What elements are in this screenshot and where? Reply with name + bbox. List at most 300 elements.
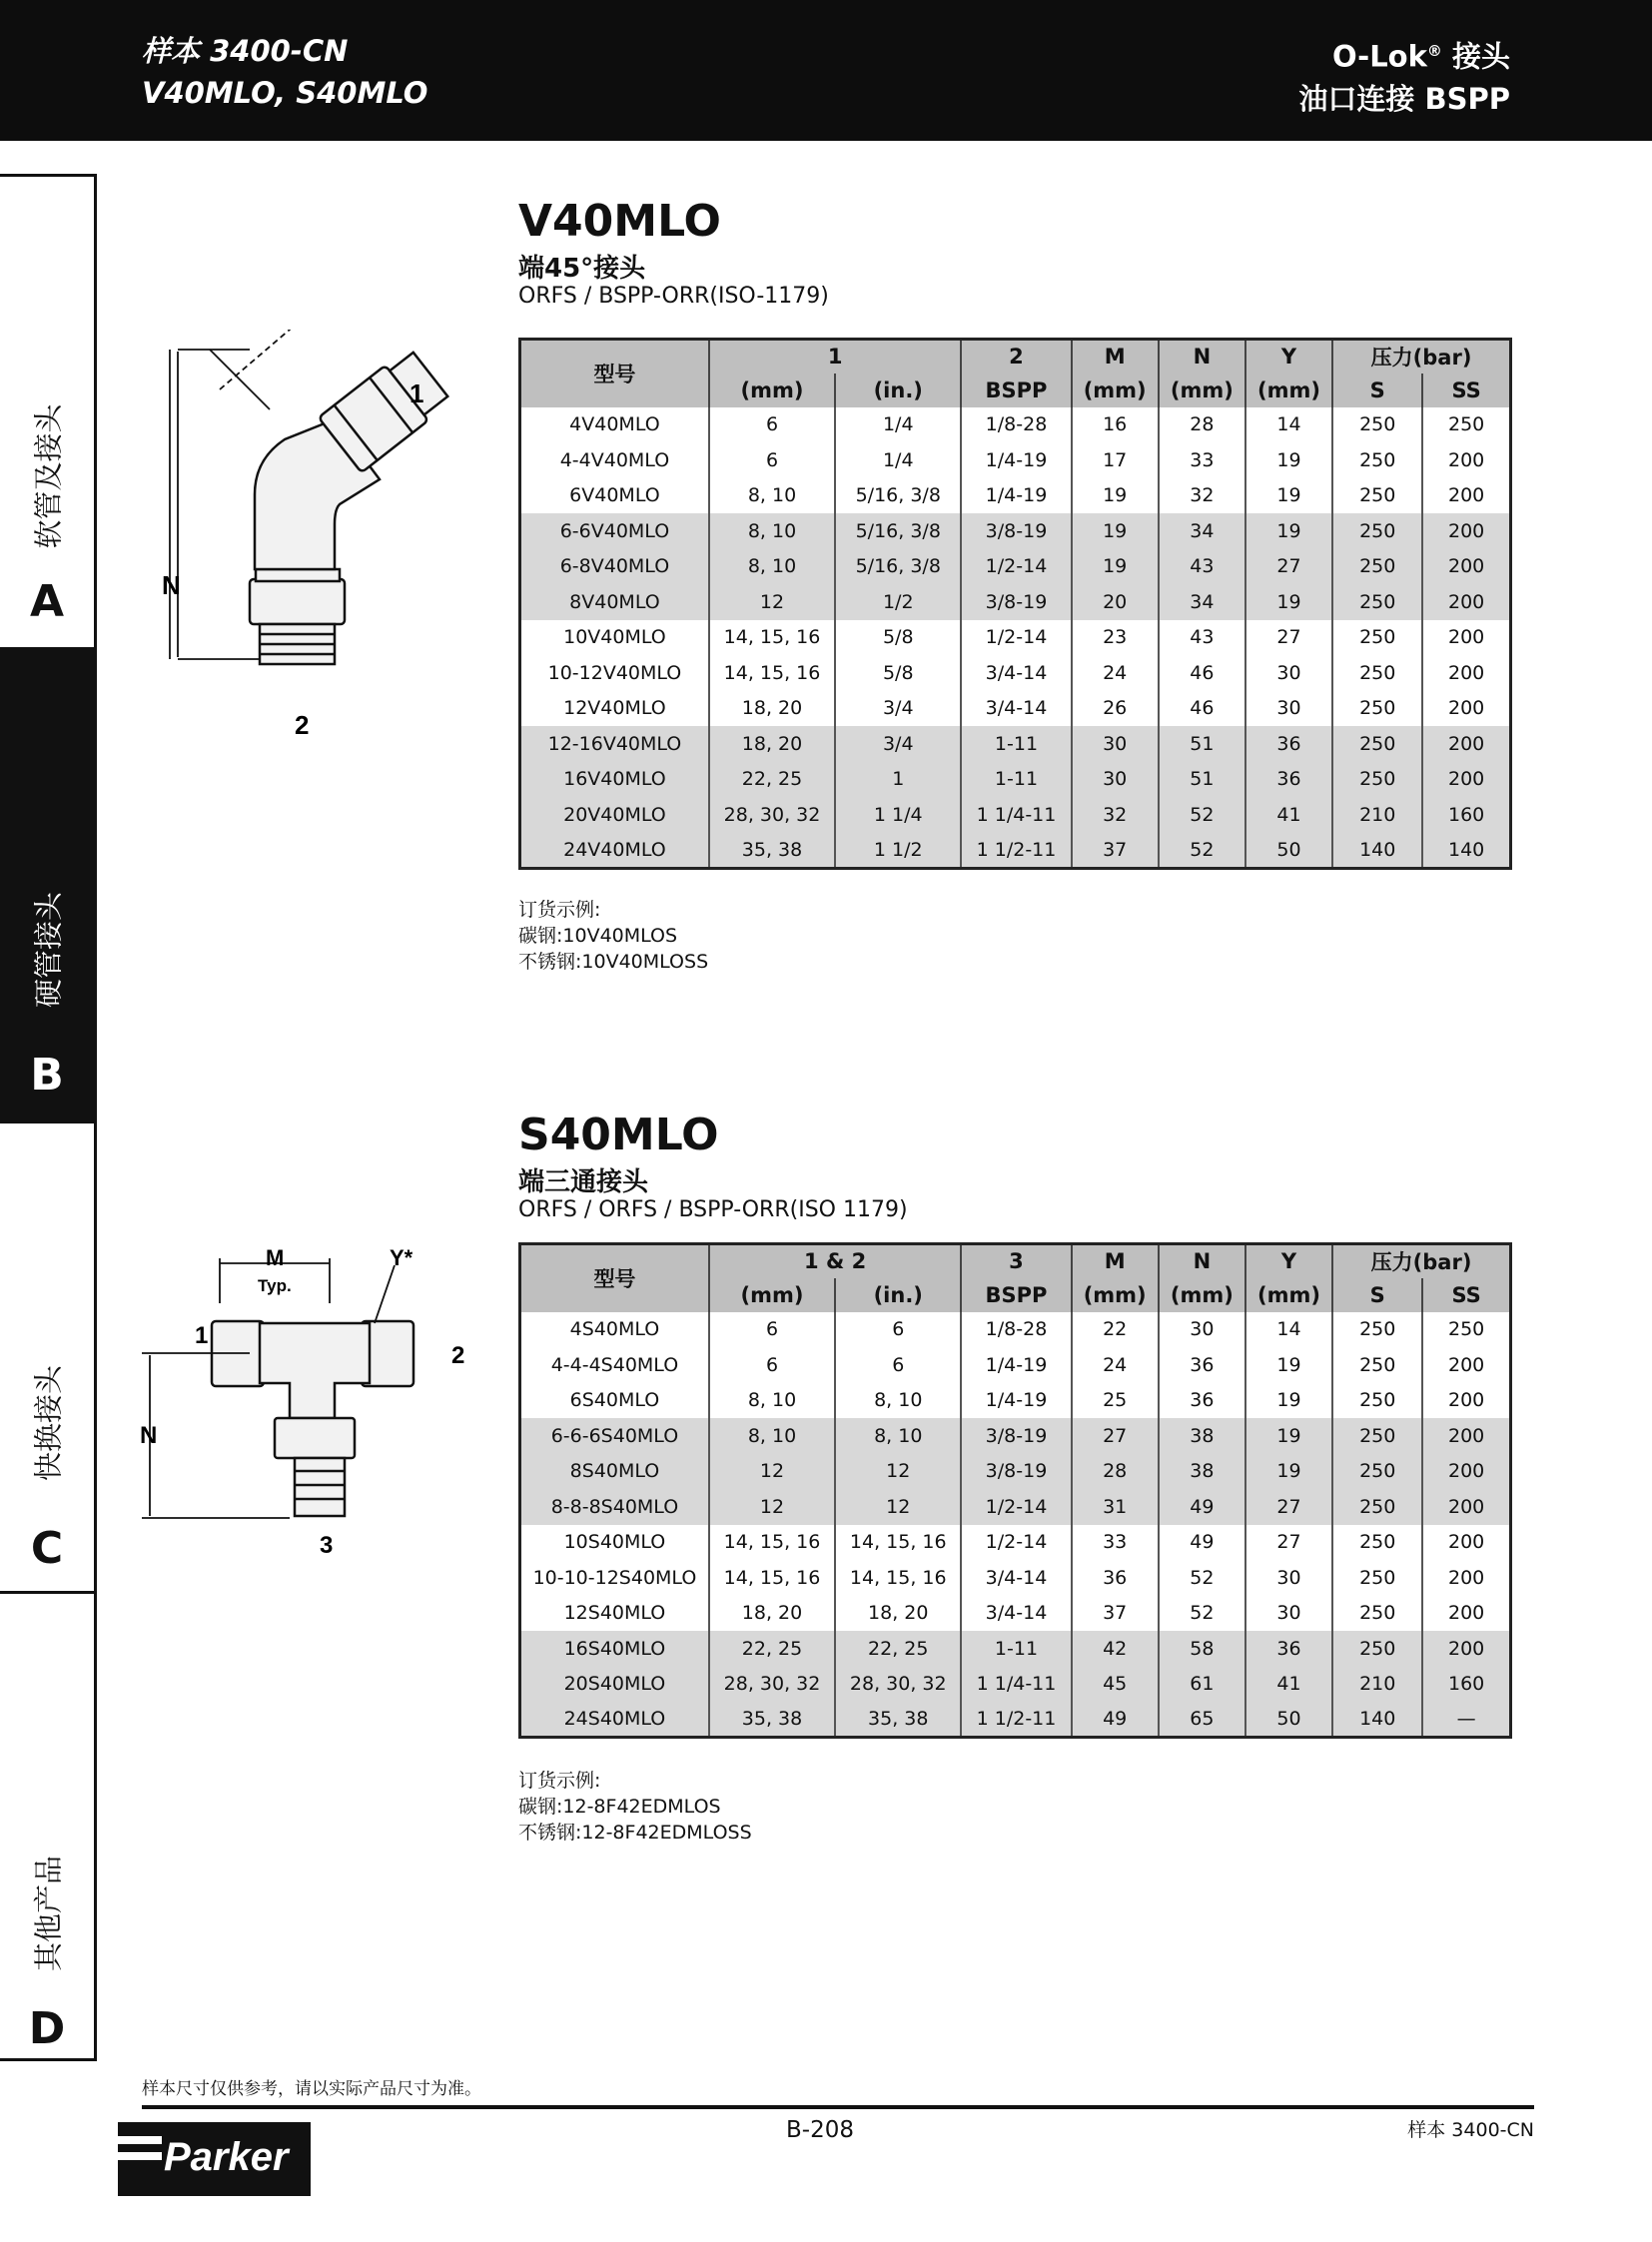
cell-bspp: 1 1/2-11	[961, 833, 1071, 869]
table-row	[520, 655, 1511, 691]
cell-port-in: 8, 10	[835, 1383, 961, 1419]
cell-pressure-ss: 200	[1422, 1347, 1510, 1383]
cell-pressure-ss: 200	[1422, 620, 1510, 656]
cell-model: 8V40MLO	[520, 584, 709, 620]
cell-port-mm: 6	[709, 1347, 835, 1383]
cell-bspp: 1-11	[961, 1631, 1071, 1667]
footer-divider	[142, 2105, 1534, 2109]
col-header-port: 1	[709, 340, 962, 374]
subheader-mm: (mm)	[709, 1278, 835, 1312]
cell-pressure-ss: 200	[1422, 691, 1510, 727]
cell-model: 12S40MLO	[563, 1602, 666, 1625]
cell-pressure-ss: 200	[1422, 584, 1510, 620]
subheader-bspp: BSPP	[961, 1278, 1071, 1312]
cell-m: 19	[1072, 513, 1159, 549]
col-header-y: Y	[1245, 340, 1332, 374]
tab-c[interactable]	[0, 1123, 94, 1595]
logo-text: Parker	[164, 2135, 289, 2179]
cell-port-in: 3/4	[835, 726, 961, 762]
tab-d-label: 其他产品	[31, 1855, 66, 1972]
cell-n: 52	[1159, 833, 1245, 869]
cell-m: 17	[1072, 442, 1159, 478]
cell-port-in: 1/4	[835, 407, 961, 443]
table-row	[520, 407, 1511, 443]
cell-bspp: 3/4-14	[961, 655, 1071, 691]
cell-m: 36	[1072, 1560, 1159, 1596]
cell-model: 8-8-8S40MLO	[520, 1489, 709, 1525]
cell-m: 27	[1072, 1418, 1159, 1454]
brand-line	[1298, 30, 1510, 78]
cell-n: 52	[1159, 1560, 1245, 1596]
cell-pressure-ss: 140	[1422, 833, 1510, 869]
cell-n: 43	[1159, 549, 1245, 585]
cell-m: 22	[1072, 1312, 1159, 1348]
cell-port-mm: 8, 10	[709, 549, 835, 585]
order-carbon-steel: 碳钢:12-8F42EDMLOS	[518, 1796, 721, 1818]
cell-y: 19	[1245, 478, 1332, 514]
cell-model: 20V40MLO	[520, 797, 709, 833]
section-s40mlo-subtitle: 端三通接头	[518, 1167, 649, 1197]
cell-pressure-s: 250	[1332, 407, 1422, 443]
cell-port-mm: 22, 25	[709, 1631, 835, 1667]
cell-n: 51	[1159, 762, 1245, 798]
table-row	[520, 620, 1511, 656]
cell-pressure-s: 140	[1332, 1702, 1422, 1738]
cell-y: 41	[1245, 797, 1332, 833]
cell-y: 27	[1245, 549, 1332, 585]
cell-pressure-ss: 200	[1422, 442, 1510, 478]
subheader-s: S	[1332, 374, 1422, 407]
cell-y: 27	[1245, 620, 1332, 656]
cell-pressure-s: 250	[1332, 1596, 1422, 1632]
cell-model: 16S40MLO	[520, 1631, 709, 1667]
cell-n: 38	[1159, 1454, 1245, 1490]
cell-m: 30	[1072, 726, 1159, 762]
cell-port-mm: 14, 15, 16	[709, 1560, 835, 1596]
cell-port-in: 12	[835, 1454, 961, 1490]
cell-n: 49	[1159, 1489, 1245, 1525]
cell-model: 6S40MLO	[569, 1389, 660, 1412]
port-3-label: 3	[320, 1532, 334, 1559]
table-row	[520, 1525, 1511, 1561]
cell-port-in: 12	[835, 1489, 961, 1525]
cell-model: 24V40MLO	[520, 833, 709, 869]
table-row	[520, 762, 1511, 798]
cell-pressure-ss: 160	[1422, 1667, 1510, 1703]
cell-model: 16V40MLO	[520, 762, 709, 798]
tab-b[interactable]	[0, 650, 94, 1123]
section-v40mlo-spec: ORFS / BSPP-ORR(ISO-1179)	[518, 284, 829, 309]
cell-y: 19	[1245, 584, 1332, 620]
cell-bspp: 1/8-28	[961, 1312, 1071, 1348]
cell-port-mm: 8, 10	[709, 513, 835, 549]
cell-model: 20S40MLO	[520, 1667, 709, 1703]
subheader-n-mm: (mm)	[1159, 374, 1245, 407]
cell-model: 12-16V40MLO	[520, 726, 709, 762]
tab-b-letter: B	[30, 1050, 64, 1101]
subheader-in: (in.)	[835, 1278, 961, 1312]
cell-port-in: 22, 25	[835, 1631, 961, 1667]
col-header-n: N	[1159, 340, 1245, 374]
cell-pressure-ss: 200	[1422, 549, 1510, 585]
port-1-label: 1	[410, 378, 424, 408]
cell-m: 37	[1072, 833, 1159, 869]
cell-m: 32	[1072, 797, 1159, 833]
cell-n: 36	[1159, 1347, 1245, 1383]
connection-type: 油口连接 BSPP	[1298, 81, 1510, 116]
header-left	[142, 30, 427, 114]
header-right	[1298, 30, 1510, 120]
col-header-pressure: 压力(bar)	[1332, 340, 1510, 374]
product-codes: V40MLO, S40MLO	[142, 76, 428, 110]
cell-port-mm: 18, 20	[709, 1596, 835, 1632]
cell-m: 37	[1072, 1596, 1159, 1632]
section-v40mlo-title: V40MLO	[518, 196, 721, 247]
table-row	[520, 726, 1511, 762]
cell-port-in: 1 1/2	[835, 833, 961, 869]
registered-mark: ®	[1426, 42, 1442, 60]
subheader-y-mm: (mm)	[1245, 374, 1332, 407]
cell-bspp: 3/8-19	[961, 513, 1071, 549]
table-row	[520, 442, 1511, 478]
v40mlo-table	[518, 338, 1512, 870]
subheader-in: (in.)	[835, 374, 961, 407]
cell-m: 23	[1072, 620, 1159, 656]
cell-n: 58	[1159, 1631, 1245, 1667]
cell-bspp: 1-11	[961, 762, 1071, 798]
parker-logo	[118, 2122, 311, 2196]
brand-name: O-Lok	[1331, 39, 1427, 74]
cell-bspp: 3/8-19	[961, 584, 1071, 620]
order-stainless-steel: 不锈钢:10V40MLOSS	[518, 951, 709, 973]
cell-pressure-s: 210	[1332, 797, 1422, 833]
subheader-mm: (mm)	[709, 374, 835, 407]
cell-y: 36	[1245, 762, 1332, 798]
cell-port-in: 5/16, 3/8	[835, 478, 961, 514]
cell-bspp: 3/4-14	[961, 691, 1071, 727]
cell-pressure-s: 250	[1332, 655, 1422, 691]
cell-n: 34	[1159, 513, 1245, 549]
side-tabs	[0, 174, 97, 2061]
cell-port-mm: 8, 10	[709, 478, 835, 514]
cell-n: 65	[1159, 1702, 1245, 1738]
cell-port-mm: 14, 15, 16	[709, 1525, 835, 1561]
cell-port-in: 5/8	[835, 620, 961, 656]
section-s40mlo-title: S40MLO	[518, 1110, 719, 1160]
cell-port-in: 5/16, 3/8	[835, 549, 961, 585]
cell-port-mm: 18, 20	[709, 726, 835, 762]
cell-bspp: 1/4-19	[961, 478, 1071, 514]
elbow-45-fitting-diagram	[150, 330, 479, 749]
tab-d-letter: D	[28, 2003, 66, 2054]
table-row	[520, 1312, 1511, 1348]
page-header	[0, 0, 1652, 141]
cell-y: 19	[1245, 1383, 1332, 1419]
table-row	[520, 1596, 1511, 1632]
cell-pressure-s: 250	[1332, 478, 1422, 514]
cell-y: 27	[1245, 1489, 1332, 1525]
cell-pressure-ss: —	[1422, 1702, 1510, 1738]
col-header-m: M	[1072, 340, 1159, 374]
cell-port-mm: 6	[709, 442, 835, 478]
order-heading: 订货示例:	[518, 899, 601, 921]
dim-m-label: M	[266, 1245, 285, 1270]
cell-m: 24	[1072, 655, 1159, 691]
cell-port-mm: 8, 10	[709, 1383, 835, 1419]
cell-port-in: 5/16, 3/8	[835, 513, 961, 549]
cell-m: 24	[1072, 1347, 1159, 1383]
cell-m: 31	[1072, 1489, 1159, 1525]
cell-bspp: 3/4-14	[961, 1560, 1071, 1596]
footer-disclaimer: 样本尺寸仅供参考，请以实际产品尺寸为准。	[142, 2079, 481, 2099]
tab-b-label: 硬管接头	[31, 891, 66, 1009]
port-2-label: 2	[295, 710, 310, 740]
table-row	[520, 797, 1511, 833]
cell-port-in: 8, 10	[835, 1418, 961, 1454]
cell-bspp: 1 1/4-11	[961, 1667, 1071, 1703]
cell-y: 19	[1245, 1454, 1332, 1490]
cell-port-mm: 14, 15, 16	[709, 620, 835, 656]
cell-model: 6-8V40MLO	[520, 549, 709, 585]
cell-port-mm: 35, 38	[709, 833, 835, 869]
cell-pressure-s: 140	[1332, 833, 1422, 869]
cell-pressure-ss: 200	[1422, 1383, 1510, 1419]
cell-model: 10V40MLO	[563, 626, 666, 649]
table-row	[520, 1347, 1511, 1383]
page-number: B-208	[786, 2117, 854, 2143]
subheader-bspp: BSPP	[961, 374, 1071, 407]
subheader-m-mm: (mm)	[1072, 374, 1159, 407]
cell-n: 61	[1159, 1667, 1245, 1703]
cell-y: 19	[1245, 513, 1332, 549]
cell-pressure-ss: 200	[1422, 1560, 1510, 1596]
cell-pressure-ss: 200	[1422, 1525, 1510, 1561]
cell-port-mm: 6	[709, 407, 835, 443]
cell-n: 52	[1159, 1596, 1245, 1632]
col-header-model: 型号	[520, 340, 709, 407]
cell-pressure-ss: 200	[1422, 1418, 1510, 1454]
cell-y: 30	[1245, 655, 1332, 691]
cell-y: 50	[1245, 1702, 1332, 1738]
cell-pressure-ss: 250	[1422, 407, 1510, 443]
cell-y: 14	[1245, 407, 1332, 443]
cell-y: 19	[1245, 1347, 1332, 1383]
subheader-n-mm: (mm)	[1159, 1278, 1245, 1312]
cell-port-mm: 12	[709, 1489, 835, 1525]
subheader-y-mm: (mm)	[1245, 1278, 1332, 1312]
subheader-m-mm: (mm)	[1072, 1278, 1159, 1312]
cell-y: 19	[1245, 442, 1332, 478]
tee-fitting-diagram	[140, 1243, 479, 1563]
cell-pressure-s: 250	[1332, 549, 1422, 585]
cell-bspp: 1/2-14	[961, 1489, 1071, 1525]
subheader-s: S	[1332, 1278, 1422, 1312]
cell-bspp: 3/4-14	[961, 1596, 1071, 1632]
cell-n: 33	[1159, 442, 1245, 478]
cell-pressure-s: 250	[1332, 1418, 1422, 1454]
dim-n-label: N	[140, 1422, 158, 1449]
cell-bspp: 1/2-14	[961, 1525, 1071, 1561]
cell-n: 52	[1159, 797, 1245, 833]
tab-c-label: 快换接头	[31, 1364, 66, 1482]
cell-pressure-ss: 200	[1422, 513, 1510, 549]
subheader-ss: SS	[1422, 1278, 1510, 1312]
subheader-ss: SS	[1422, 374, 1510, 407]
cell-n: 34	[1159, 584, 1245, 620]
cell-port-in: 28, 30, 32	[835, 1667, 961, 1703]
cell-pressure-s: 250	[1332, 1489, 1422, 1525]
section-s40mlo-spec: ORFS / ORFS / BSPP-ORR(ISO 1179)	[518, 1197, 908, 1222]
cell-port-mm: 28, 30, 32	[709, 797, 835, 833]
dim-y-label: Y*	[390, 1245, 413, 1270]
cell-port-mm: 14, 15, 16	[709, 655, 835, 691]
tab-c-letter: C	[30, 1523, 64, 1574]
cell-port-in: 3/4	[835, 691, 961, 727]
cell-pressure-s: 250	[1332, 1454, 1422, 1490]
cell-pressure-ss: 200	[1422, 1454, 1510, 1490]
cell-m: 19	[1072, 478, 1159, 514]
cell-m: 20	[1072, 584, 1159, 620]
table-row	[520, 1631, 1511, 1667]
dim-typ-label: Typ.	[258, 1276, 292, 1295]
cell-m: 25	[1072, 1383, 1159, 1419]
cell-pressure-ss: 200	[1422, 726, 1510, 762]
brand-suffix: 接头	[1441, 39, 1510, 74]
col-header-port: 1 & 2	[709, 1244, 962, 1278]
tab-a-label: 软管及接头	[31, 403, 66, 549]
col-header-port2: 2	[961, 340, 1071, 374]
cell-m: 19	[1072, 549, 1159, 585]
table-row	[520, 1383, 1511, 1419]
cell-model: 4S40MLO	[569, 1318, 660, 1341]
cell-port-mm: 8, 10	[709, 1418, 835, 1454]
cell-port-in: 1/2	[835, 584, 961, 620]
cell-n: 43	[1159, 620, 1245, 656]
s40mlo-table	[518, 1242, 1512, 1739]
cell-port-in: 1	[835, 762, 961, 798]
col-header-m: M	[1072, 1244, 1159, 1278]
cell-m: 45	[1072, 1667, 1159, 1703]
cell-port-in: 14, 15, 16	[835, 1525, 961, 1561]
cell-n: 49	[1159, 1525, 1245, 1561]
cell-pressure-s: 250	[1332, 1631, 1422, 1667]
cell-model: 24S40MLO	[520, 1702, 709, 1738]
cell-y: 50	[1245, 833, 1332, 869]
cell-m: 16	[1072, 407, 1159, 443]
cell-port-in: 5/8	[835, 655, 961, 691]
cell-pressure-s: 250	[1332, 1312, 1422, 1348]
table-row	[520, 1489, 1511, 1525]
cell-model: 10S40MLO	[563, 1531, 666, 1554]
col-header-y: Y	[1245, 1244, 1332, 1278]
cell-bspp: 1 1/2-11	[961, 1702, 1071, 1738]
section-v40mlo-subtitle: 端45°接头	[518, 254, 646, 284]
cell-pressure-s: 250	[1332, 1560, 1422, 1596]
cell-bspp: 1/4-19	[961, 1383, 1071, 1419]
cell-bspp: 1/2-14	[961, 620, 1071, 656]
table-row	[520, 549, 1511, 585]
order-stainless-steel: 不锈钢:12-8F42EDMLOSS	[518, 1822, 752, 1844]
cell-model: 4-4V40MLO	[559, 448, 670, 471]
cell-bspp: 1/2-14	[961, 549, 1071, 585]
cell-model: 6V40MLO	[569, 484, 660, 507]
table-row	[520, 691, 1511, 727]
cell-m: 33	[1072, 1525, 1159, 1561]
cell-n: 36	[1159, 1383, 1245, 1419]
cell-n: 46	[1159, 691, 1245, 727]
cell-model: 10-10-12S40MLO	[532, 1566, 697, 1589]
cell-m: 28	[1072, 1454, 1159, 1490]
tab-a[interactable]	[0, 177, 94, 650]
table-row	[520, 1454, 1511, 1490]
port-2-label: 2	[451, 1342, 465, 1369]
cell-pressure-s: 250	[1332, 584, 1422, 620]
cell-m: 26	[1072, 691, 1159, 727]
cell-n: 51	[1159, 726, 1245, 762]
cell-pressure-s: 250	[1332, 691, 1422, 727]
cell-pressure-ss: 200	[1422, 1596, 1510, 1632]
footer-catalog: 样本 3400-CN	[1407, 2119, 1534, 2141]
cell-port-in: 1/4	[835, 442, 961, 478]
cell-model: 4-4-4S40MLO	[550, 1353, 679, 1376]
cell-port-mm: 12	[709, 1454, 835, 1490]
cell-bspp: 1-11	[961, 726, 1071, 762]
cell-bspp: 3/8-19	[961, 1418, 1071, 1454]
table-row	[520, 1667, 1511, 1703]
cell-pressure-s: 250	[1332, 726, 1422, 762]
cell-port-mm: 28, 30, 32	[709, 1667, 835, 1703]
cell-pressure-ss: 200	[1422, 762, 1510, 798]
cell-model: 8S40MLO	[520, 1454, 709, 1490]
cell-pressure-s: 250	[1332, 1525, 1422, 1561]
port-1-label: 1	[195, 1322, 209, 1349]
order-heading: 订货示例:	[518, 1770, 601, 1792]
cell-n: 32	[1159, 478, 1245, 514]
cell-port-mm: 22, 25	[709, 762, 835, 798]
cell-pressure-ss: 200	[1422, 1489, 1510, 1525]
cell-bspp: 1 1/4-11	[961, 797, 1071, 833]
cell-pressure-ss: 160	[1422, 797, 1510, 833]
cell-bspp: 3/8-19	[961, 1454, 1071, 1490]
cell-pressure-s: 210	[1332, 1667, 1422, 1703]
order-carbon-steel: 碳钢:10V40MLOS	[518, 925, 678, 947]
cell-m: 49	[1072, 1702, 1159, 1738]
cell-port-in: 35, 38	[835, 1702, 961, 1738]
cell-m: 30	[1072, 762, 1159, 798]
cell-pressure-s: 250	[1332, 620, 1422, 656]
cell-n: 46	[1159, 655, 1245, 691]
cell-port-mm: 18, 20	[709, 691, 835, 727]
cell-port-in: 14, 15, 16	[835, 1560, 961, 1596]
tab-d[interactable]	[0, 1594, 94, 2061]
cell-pressure-ss: 200	[1422, 478, 1510, 514]
col-header-pressure: 压力(bar)	[1332, 1244, 1510, 1278]
cell-pressure-s: 250	[1332, 762, 1422, 798]
cell-m: 42	[1072, 1631, 1159, 1667]
s40mlo-order-example	[518, 1768, 752, 1846]
cell-bspp: 1/4-19	[961, 1347, 1071, 1383]
cell-y: 30	[1245, 1596, 1332, 1632]
table-row	[520, 1702, 1511, 1738]
cell-y: 36	[1245, 1631, 1332, 1667]
cell-port-in: 6	[835, 1347, 961, 1383]
cell-bspp: 1/4-19	[961, 442, 1071, 478]
table-row	[520, 1418, 1511, 1454]
cell-port-in: 6	[835, 1312, 961, 1348]
cell-model: 4V40MLO	[569, 413, 660, 436]
catalog-label: 样本 3400-CN	[142, 34, 349, 68]
cell-n: 30	[1159, 1312, 1245, 1348]
